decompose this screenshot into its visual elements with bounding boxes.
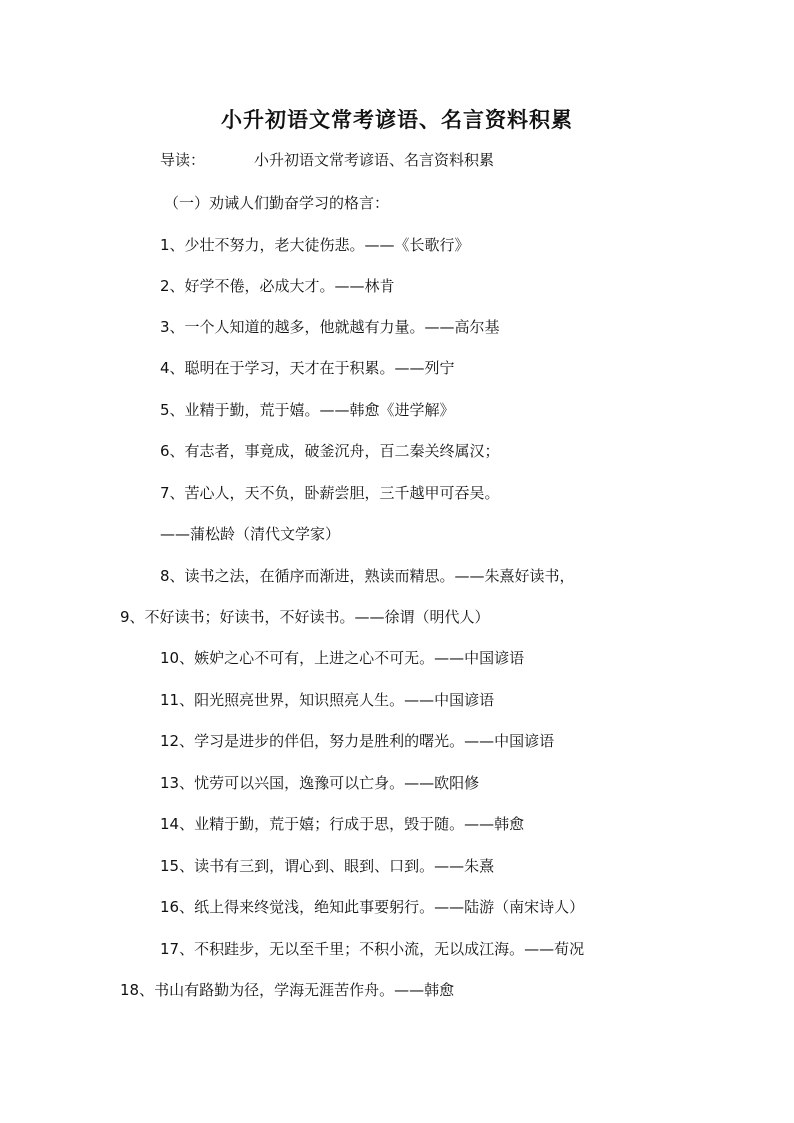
quote-line: 5、业精于勤，荒于嬉。——韩愈《进学解》 <box>160 401 455 419</box>
quote-line: 3、一个人知道的越多，他就越有力量。——高尔基 <box>160 318 500 336</box>
quote-line: 15、读书有三到，谓心到、眼到、口到。——朱熹 <box>160 857 495 875</box>
quote-line: 13、忧劳可以兴国，逸豫可以亡身。——欧阳修 <box>160 774 480 792</box>
quote-line: 4、聪明在于学习，天才在于积累。——列宁 <box>160 359 455 377</box>
quote-line: 1、少壮不努力，老大徒伤悲。——《长歌行》 <box>160 236 470 254</box>
page-title: 小升初语文常考谚语、名言资料积累 <box>221 107 573 132</box>
quote-line: 11、阳光照亮世界，知识照亮人生。——中国谚语 <box>160 691 495 709</box>
intro-text: 小升初语文常考谚语、名言资料积累 <box>254 151 495 169</box>
section-heading: （一）劝诫人们勤奋学习的格言： <box>164 194 390 212</box>
quote-line: 14、业精于勤，荒于嬉；行成于思，毁于随。——韩愈 <box>160 815 525 833</box>
quote-line: 12、学习是进步的伴侣，努力是胜利的曙光。——中国谚语 <box>160 732 555 750</box>
quote-line: 17、不积跬步，无以至千里；不积小流，无以成江海。——荀况 <box>160 940 585 958</box>
quote-line: 6、有志者，事竟成，破釜沉舟，百二秦关终属汉； <box>160 442 500 460</box>
quote-line: 8、读书之法，在循序而渐进，熟读而精思。——朱熹好读书， <box>160 567 575 585</box>
quote-line: 9、不好读书；好读书，不好读书。——徐谓（明代人） <box>120 608 490 626</box>
quote-line: 18、书山有路勤为径，学海无涯苦作舟。——韩愈 <box>120 981 455 999</box>
quote-line: 10、嫉妒之心不可有，上进之心不可无。——中国谚语 <box>160 649 525 667</box>
quote-line: 2、好学不倦，必成大才。——林肯 <box>160 277 395 295</box>
intro-label: 导读： <box>160 151 206 169</box>
quote-line: 7、苦心人，天不负，卧薪尝胆，三千越甲可吞吴。 <box>160 484 500 502</box>
quote-attribution: ——蒲松龄（清代文学家） <box>160 525 341 543</box>
quote-line: 16、纸上得来终觉浅，绝知此事要躬行。——陆游（南宋诗人） <box>160 898 585 916</box>
